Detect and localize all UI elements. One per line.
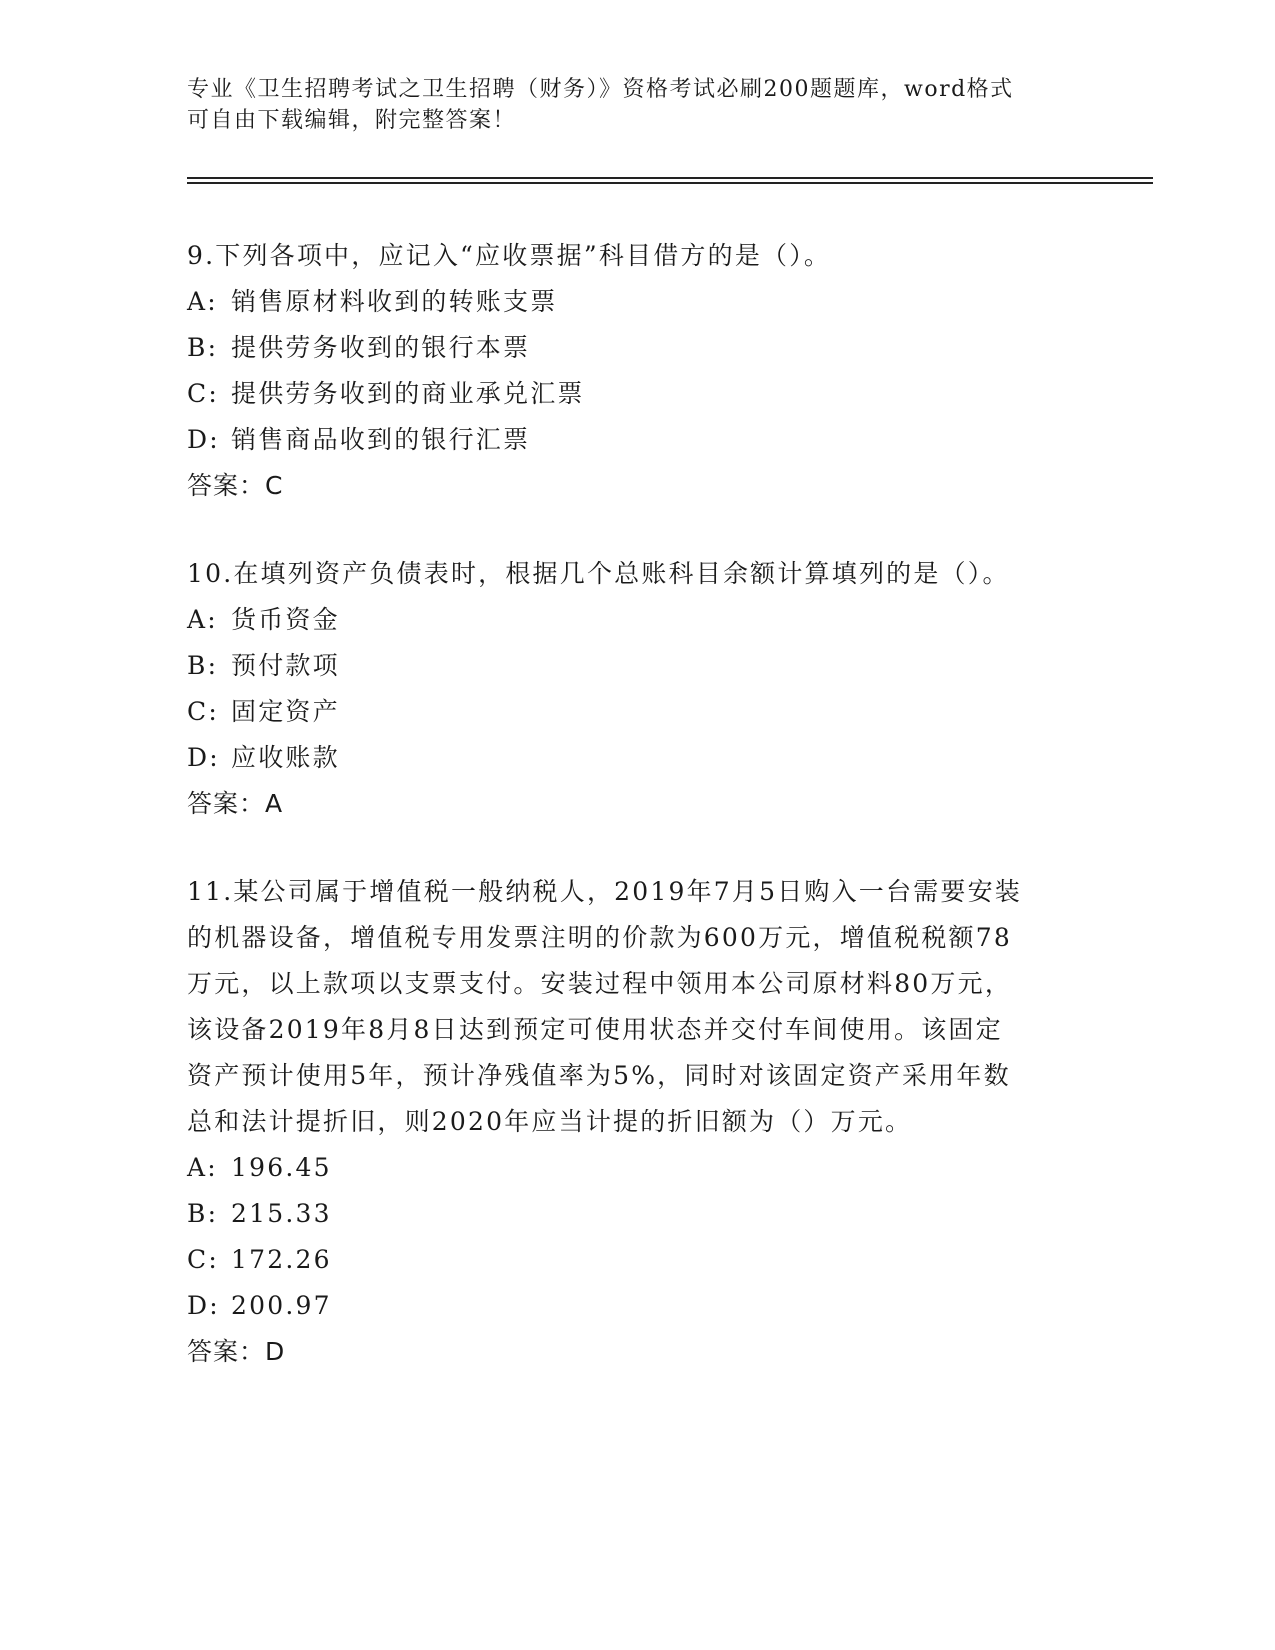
option-text: 215.33: [231, 1199, 332, 1228]
question-stem: 9.下列各项中，应记入“应收票据”科目借方的是（）。: [187, 241, 832, 270]
option-letter: D:: [187, 743, 220, 772]
option-letter: B:: [187, 1199, 219, 1228]
option-b: [187, 643, 1087, 689]
option-a: [187, 597, 1087, 643]
option-letter: A:: [187, 1153, 218, 1182]
answer-line: 答案：C: [187, 471, 284, 500]
question-stem-line: 万元，以上款项以支票支付。安装过程中领用本公司原材料80万元，: [187, 969, 1013, 998]
option-text: 销售商品收到的银行汇票: [231, 425, 531, 454]
option-d: [187, 417, 1087, 463]
question-10: [187, 551, 1087, 827]
option-letter: B:: [187, 333, 219, 362]
option-b: [187, 325, 1087, 371]
option-c: [187, 689, 1087, 735]
question-stem-line: 资产预计使用5年，预计净残值率为5%，同时对该固定资产采用年数: [187, 1061, 1011, 1090]
question-9: [187, 233, 1087, 509]
option-a: [187, 279, 1087, 325]
option-text: 预付款项: [231, 651, 340, 680]
option-text: 提供劳务收到的银行本票: [231, 333, 531, 362]
option-text: 196.45: [231, 1153, 332, 1182]
header-line-2: 可自由下载编辑，附完整答案！: [187, 108, 517, 133]
header-line-1: 专业《卫生招聘考试之卫生招聘（财务）》资格考试必刷200题题库，word格式: [187, 77, 1014, 102]
option-letter: A:: [187, 287, 218, 316]
option-d: [187, 735, 1087, 781]
option-text: 销售原材料收到的转账支票: [231, 287, 558, 316]
question-stem-line: 的机器设备，增值税专用发票注明的价款为600万元，增值税税额78: [187, 923, 1012, 952]
option-letter: C:: [187, 697, 219, 726]
option-c: [187, 371, 1087, 417]
question-stem-line: 该设备2019年8月8日达到预定可使用状态并交付车间使用。该固定: [187, 1015, 1003, 1044]
option-text: 货币资金: [231, 605, 340, 634]
option-text: 提供劳务收到的商业承兑汇票: [231, 379, 585, 408]
option-letter: C:: [187, 379, 219, 408]
answer-line: 答案：A: [187, 789, 284, 818]
option-text: 172.26: [231, 1245, 332, 1274]
question-11: [187, 869, 1087, 1375]
question-stem: 10.在填列资产负债表时，根据几个总账科目余额计算填列的是（）。: [187, 559, 1010, 588]
option-text: 固定资产: [231, 697, 340, 726]
option-d: [187, 1283, 1087, 1329]
option-letter: B:: [187, 651, 219, 680]
option-letter: A:: [187, 605, 218, 634]
header-divider-bottom: [187, 182, 1153, 184]
header-divider-top: [187, 177, 1153, 179]
question-stem-line: 11.某公司属于增值税一般纳税人，2019年7月5日购入一台需要安装: [187, 877, 1022, 906]
option-letter: C:: [187, 1245, 219, 1274]
question-stem-line: 总和法计提折旧，则2020年应当计提的折旧额为（）万元。: [187, 1107, 913, 1136]
option-text: 应收账款: [231, 743, 340, 772]
option-text: 200.97: [231, 1291, 332, 1320]
option-a: [187, 1145, 1087, 1191]
option-c: [187, 1237, 1087, 1283]
option-letter: D:: [187, 1291, 220, 1320]
answer-line: 答案：D: [187, 1337, 286, 1366]
document-header: [187, 74, 1067, 136]
option-b: [187, 1191, 1087, 1237]
option-letter: D:: [187, 425, 220, 454]
